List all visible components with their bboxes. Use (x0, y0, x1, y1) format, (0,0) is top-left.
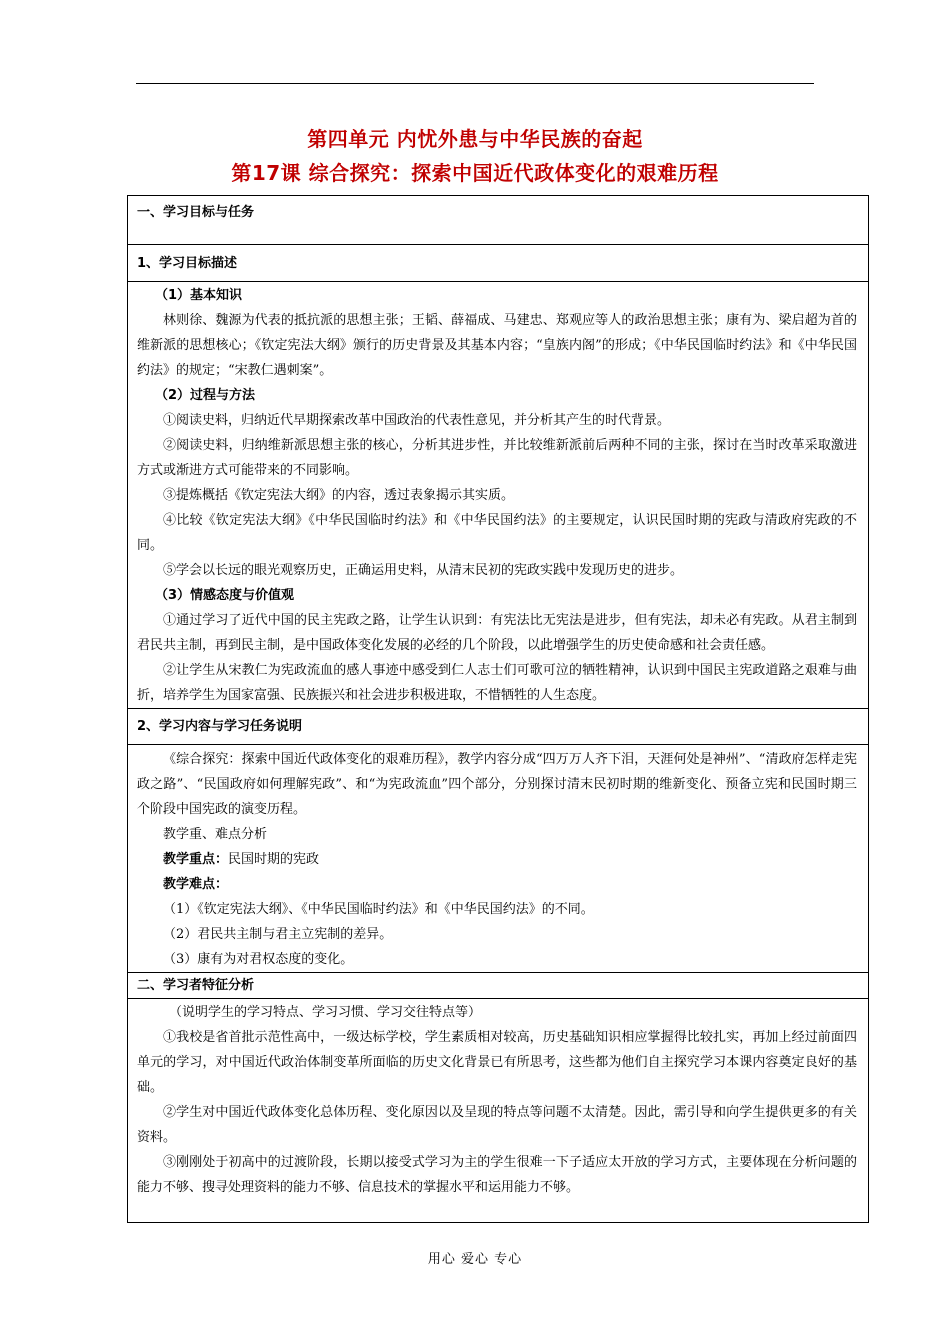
content-body (128, 745, 869, 973)
page-footer: 用心 爱心 专心 (427, 1252, 523, 1267)
unit-title: 第四单元 内忧外患与中华民族的奋起 (307, 127, 643, 151)
learner-item: ③刚刚处于初高中的过渡阶段，长期以接受式学习为主的学生很难一下子适应太开放的学习方式，主要体现在分析问题的能力不够、搜寻处理资料的能力不够、信息技术的掌握水平和运用能力不够。 (137, 1155, 857, 1195)
content-header: 2、学习内容与学习任务说明 (128, 709, 869, 745)
basic-knowledge-label: （1）基本知识 (155, 288, 243, 303)
learner-item: ②学生对中国近代政体变化总体历程、变化原因以及呈现的特点等问题不太清楚。因此，需引导和向学生提供更多的有关资料。 (137, 1105, 857, 1145)
difficulty-label: 教学难点： (163, 877, 229, 892)
process-item: ③提炼概括《钦定宪法大纲》的内容，透过表象揭示其实质。 (163, 488, 515, 503)
learner-body (128, 999, 869, 1223)
header-rule (136, 83, 814, 84)
emotion-item: ①通过学习了近代中国的民主宪政之路，让学生认识到：有宪法比无宪法是进步，但有宪法，却未必有宪政。从君主制到君民共主制，再到民主制，是中国政体变化发展的必经的几个阶段，以此增强学生的历史使命感和社会责任感。 (137, 613, 857, 653)
objectives-body (128, 282, 869, 709)
lesson-title: 第17课 综合探究：探索中国近代政体变化的艰难历程 (231, 161, 719, 185)
row-section1-header (128, 196, 869, 245)
process-item: ⑤学会以长远的眼光观察历史，正确运用史料，从清末民初的宪政实践中发现历史的进步。 (163, 563, 684, 578)
difficulty-item: （1）《钦定宪法大纲》、《中华民国临时约法》和《中华民国约法》的不同。 (163, 902, 594, 917)
row-objectives-header (128, 245, 869, 282)
key-point-label: 教学重点： (163, 852, 229, 867)
emotion-item: ②让学生从宋教仁为宪政流血的感人事迹中感受到仁人志士们可歌可泣的牺牲精神，认识到中国民主宪政道路之艰难与曲折，培养学生为国家富强、民族振兴和社会进步积极进取，不惜牺牲的人生态度。 (137, 663, 857, 703)
lesson-plan-table (127, 195, 869, 1223)
content-description: 《综合探究：探索中国近代政体变化的艰难历程》，教学内容分成“四万万人齐下泪，天涯何处是神州”、“清政府怎样走宪政之路”、“民国政府如何理解宪政”、和“为宪政流血”四个部分，分别探讨清末民初时期的维新变化、预备立宪和民国时期三个阶段中国宪政的演变历程。 (137, 752, 857, 817)
process-method-label: （2）过程与方法 (155, 388, 256, 403)
process-item: ②阅读史料，归纳维新派思想主张的核心，分析其进步性，并比较维新派前后两种不同的主张，探讨在当时改革采取激进方式或渐进方式可能带来的不同影响。 (137, 438, 857, 478)
emotion-values-label: （3）情感态度与价值观 (155, 588, 295, 603)
section2-header: 二、学习者特征分析 (128, 973, 869, 999)
section1-header: 一、学习目标与任务 (128, 196, 869, 245)
learner-item: ①我校是省首批示范性高中，一级达标学校，学生素质相对较高，历史基础知识相应掌握得比较扎实，再加上经过前面四单元的学习，对中国近代政治体制变革所面临的历史文化背景已有所思考，这些都为他们自主探究学习本课内容奠定良好的基础。 (137, 1030, 857, 1095)
learner-note: （说明学生的学习特点、学习习惯、学习交往特点等） (169, 1005, 482, 1020)
key-point-text: 民国时期的宪政 (228, 852, 320, 867)
key-point (137, 847, 857, 872)
row-section2-header (128, 973, 869, 999)
row-objectives-body (128, 282, 869, 709)
focus-analysis-label: 教学重、难点分析 (163, 827, 268, 842)
process-item: ①阅读史料，归纳近代早期探索改革中国政治的代表性意见，并分析其产生的时代背景。 (163, 413, 671, 428)
difficulty-item: （3）康有为对君权态度的变化。 (163, 952, 354, 967)
row-content-body (128, 745, 869, 973)
objectives-header: 1、学习目标描述 (128, 245, 869, 282)
row-learner-body (128, 999, 869, 1223)
basic-knowledge-text: 林则徐、魏源为代表的抵抗派的思想主张；王韬、薛福成、马建忠、郑观应等人的政治思想主张；康有为、梁启超为首的维新派的思想核心；《钦定宪法大纲》颁行的历史背景及其基本内容；“皇族内阁”的形成；《中华民国临时约法》和《中华民国约法》的规定；“宋教仁遇刺案”。 (137, 313, 857, 378)
difficulty-item: （2）君民共主制与君主立宪制的差异。 (163, 927, 393, 942)
row-content-header (128, 709, 869, 745)
process-item: ④比较《钦定宪法大纲》《中华民国临时约法》和《中华民国约法》的主要规定，认识民国时期的宪政与清政府宪政的不同。 (137, 513, 857, 553)
